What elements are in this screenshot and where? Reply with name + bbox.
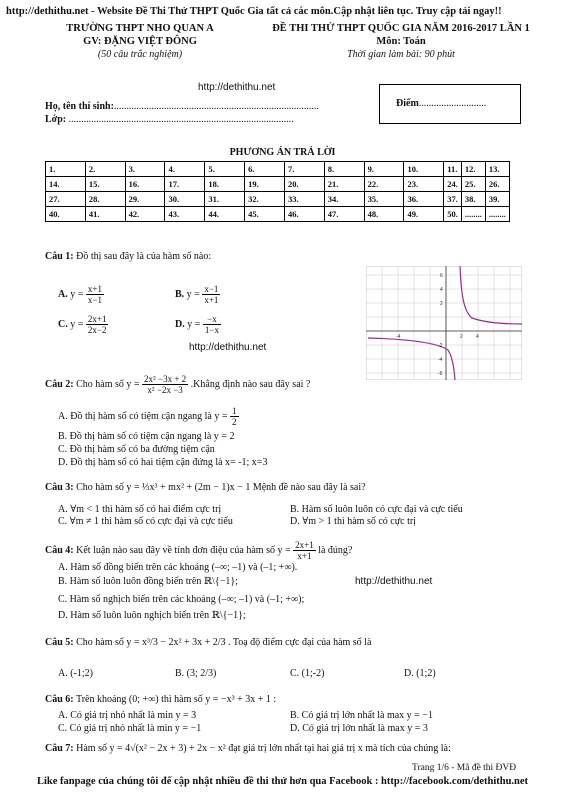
q7-text: Hàm số y = 4√(x² − 2x + 3) + 2x − x² đạt giá trị lớn nhất tại hai giá trị x mà tích của chúng là:: [76, 743, 451, 754]
q3-text: Cho hàm số y = ⅓x³ + mx² + (2m − 1)x − 1 Mệnh đề nào sau đây là sai?: [76, 482, 366, 493]
tick-y-neg4: -4: [438, 357, 443, 363]
numerator: 2x+1: [295, 540, 314, 550]
denominator: 2: [232, 417, 237, 427]
answer-cell[interactable]: 37.: [444, 192, 462, 207]
q4-option-a[interactable]: A. Hàm số đồng biến trên các khoảng (–∞; –1) và (–1; +∞).: [58, 562, 298, 573]
student-name-label: Họ, tên thí sinh:: [45, 101, 114, 112]
q2-stem: [45, 374, 310, 395]
denominator: 1−x: [204, 325, 219, 335]
answer-cell[interactable]: 22.: [364, 177, 404, 192]
fraction: [203, 314, 221, 335]
score-row: [396, 98, 486, 110]
answer-cell[interactable]: 32.: [245, 192, 285, 207]
denominator: x+1: [204, 295, 219, 305]
answer-row: [46, 207, 510, 222]
q4-post: là đúng?: [318, 544, 353, 556]
answer-cell[interactable]: 23.: [404, 177, 444, 192]
answer-cell[interactable]: 50.: [444, 207, 462, 222]
class-field[interactable]: ..........................................................................................: [68, 114, 294, 125]
q5-option-d[interactable]: D. (1;2): [404, 668, 436, 679]
answer-cell[interactable]: 7.: [284, 162, 324, 177]
answer-cell[interactable]: 43.: [165, 207, 205, 222]
numerator: x−1: [204, 284, 219, 294]
answer-cell[interactable]: 25.: [461, 177, 485, 192]
denominator: x² −2x −3: [147, 385, 183, 395]
answer-cell[interactable]: ........: [461, 207, 485, 222]
q6-label: Câu 6:: [45, 694, 74, 705]
q7-label: Câu 7:: [45, 743, 74, 754]
answer-cell[interactable]: 44.: [205, 207, 245, 222]
fraction: [230, 406, 239, 427]
answer-cell[interactable]: 33.: [284, 192, 324, 207]
answer-cell[interactable]: 21.: [324, 177, 364, 192]
class-row: [45, 114, 294, 126]
q2-option-d[interactable]: D. Đồ thị hàm số có hai tiệm cận đứng là x= -1; x=3: [58, 457, 268, 468]
q4-option-d[interactable]: D. Hàm số luôn luôn nghịch biến trên ℝ\{−1};: [58, 610, 246, 621]
q6-option-c[interactable]: C. Có giá trị nhỏ nhất là min y = −1: [58, 723, 202, 734]
q1-option-a[interactable]: [58, 284, 104, 305]
answer-cell[interactable]: 3.: [125, 162, 165, 177]
q6-text: Trên khoảng (0; +∞) thì hàm số y = −x³ + 3x + 1 :: [75, 694, 277, 705]
answer-cell[interactable]: 11.: [444, 162, 462, 177]
q2-option-b[interactable]: B. Đồ thị hàm số có tiệm cận ngang là y = 2: [58, 431, 235, 442]
top-banner: http://dethithu.net - Website Đề Thi Thử THPT Quốc Gia tất cả các môn.Cập nhật liên tục. Truy cập tải ngay!!: [6, 6, 502, 17]
page-number: Trang 1/6 - Mã đề thi ĐVĐ: [412, 763, 517, 773]
answer-cell[interactable]: 16.: [125, 177, 165, 192]
class-label: Lớp:: [45, 114, 67, 125]
tick-x-2: 2: [460, 334, 463, 340]
q4-pre: Kết luận nào sau đây về tính đơn điệu của hàm số: [76, 544, 275, 556]
q1-option-d[interactable]: [175, 314, 221, 335]
answer-cell[interactable]: 24.: [444, 177, 462, 192]
q2-option-c[interactable]: C. Đồ thị hàm số có ba đường tiệm cận: [58, 444, 215, 455]
exam-block: [270, 22, 532, 61]
q4-option-b[interactable]: B. Hàm số luôn luôn đồng biến trên ℝ\{−1};: [58, 576, 238, 587]
answer-cell[interactable]: 17.: [165, 177, 205, 192]
answer-cell[interactable]: 49.: [404, 207, 444, 222]
score-field[interactable]: ...........................: [418, 98, 487, 109]
q3-option-b[interactable]: B. Hàm số luôn luôn có cực đại và cực tiểu: [290, 504, 463, 515]
watermark-url-q4: http://dethithu.net: [355, 576, 433, 587]
answer-cell[interactable]: 30.: [165, 192, 205, 207]
option-key: B.: [175, 288, 185, 300]
tick-y-neg2: -2: [438, 343, 443, 349]
option-pre: y =: [186, 288, 200, 300]
q3-stem: [45, 482, 366, 494]
q1-stem: [45, 251, 211, 263]
option-key: D.: [175, 318, 185, 330]
tick-x-neg4: -4: [396, 334, 401, 340]
answer-row: [46, 177, 510, 192]
fraction: [86, 314, 109, 335]
answer-cell[interactable]: 14.: [46, 177, 86, 192]
numerator: −x: [203, 314, 221, 325]
numerator: 1: [232, 406, 237, 416]
answer-cell[interactable]: 39.: [485, 192, 509, 207]
q4-stem: [45, 540, 352, 561]
answer-cell[interactable]: 29.: [125, 192, 165, 207]
q2-pre: Cho hàm số: [76, 378, 124, 390]
answer-cell[interactable]: 6.: [245, 162, 285, 177]
numerator: 2x² −3x + 2: [144, 374, 187, 384]
q2-label: Câu 2:: [45, 378, 74, 390]
numerator: 2x+1: [87, 314, 107, 324]
q1-option-c[interactable]: [58, 314, 108, 335]
answer-cell[interactable]: 8.: [324, 162, 364, 177]
q2-option-a[interactable]: [58, 406, 239, 427]
q3-option-c[interactable]: C. ∀m ≠ 1 thì hàm số có cực đại và cực tiểu: [58, 516, 233, 527]
q5-option-a[interactable]: A. (-1;2): [58, 668, 93, 679]
denominator: x+1: [297, 551, 312, 561]
q1-text: Đồ thị sau đây là của hàm số nào:: [76, 251, 212, 262]
denominator: 2x−2: [87, 325, 107, 335]
answer-cell[interactable]: 34.: [324, 192, 364, 207]
option-key: A.: [58, 288, 68, 300]
q3-option-d[interactable]: D. ∀m > 1 thì hàm số có cực trị: [290, 516, 416, 527]
subject: Môn: Toán: [376, 36, 426, 47]
tick-y-neg6: -6: [438, 371, 443, 377]
fraction: [86, 284, 104, 305]
tick-y-2: 2: [440, 301, 443, 307]
answer-cell[interactable]: 42.: [125, 207, 165, 222]
exam-time: Thời gian làm bài: 90 phút: [347, 49, 455, 60]
tick-y-4: 4: [440, 287, 443, 293]
answer-cell[interactable]: 1.: [46, 162, 86, 177]
teacher-name: GV: ĐẶNG VIỆT ĐÔNG: [83, 36, 197, 47]
answer-cell[interactable]: 28.: [85, 192, 125, 207]
answer-cell[interactable]: 15.: [85, 177, 125, 192]
answer-cell[interactable]: 10.: [404, 162, 444, 177]
answer-cell[interactable]: 41.: [85, 207, 125, 222]
answer-cell[interactable]: 40.: [46, 207, 86, 222]
q4-y-eq: y =: [277, 544, 291, 556]
q6-option-b[interactable]: B. Có giá trị lớn nhất là max y = −1: [290, 710, 433, 721]
option-y-eq: y =: [214, 410, 228, 422]
q5-stem: [45, 637, 371, 649]
exam-title: ĐỀ THI THỬ THPT QUỐC GIA NĂM 2016-2017 LẦN 1: [272, 23, 530, 34]
fraction: [202, 284, 220, 305]
q5-option-c[interactable]: C. (1;-2): [290, 668, 325, 679]
denominator: x−1: [87, 295, 102, 305]
answer-sheet-title: PHƯƠNG ÁN TRẢ LỜI: [229, 147, 336, 158]
q3-option-a[interactable]: A. ∀m < 1 thì hàm số có hai điểm cực trị: [58, 504, 222, 515]
numerator: x+1: [87, 284, 102, 294]
answer-cell[interactable]: 31.: [205, 192, 245, 207]
answer-cell[interactable]: 20.: [284, 177, 324, 192]
q1-label: Câu 1:: [45, 251, 74, 262]
q5-option-b[interactable]: B. (3; 2/3): [175, 668, 217, 679]
answer-cell[interactable]: 48.: [364, 207, 404, 222]
answer-cell[interactable]: ........: [485, 207, 509, 222]
fanpage-footer: Like fanpage của chúng tôi để cập nhật nhiều đề thi thử hơn qua Facebook : http://facebook.com/dethithu.net: [36, 776, 529, 787]
tick-y-6: 6: [440, 273, 443, 279]
answer-cell[interactable]: 19.: [245, 177, 285, 192]
answer-cell[interactable]: 12.: [461, 162, 485, 177]
option-pre: y =: [70, 288, 84, 300]
option-text: A. Đồ thị hàm số có tiệm cận ngang là: [58, 410, 212, 422]
q7-stem: [45, 743, 451, 755]
tick-x-4: 4: [476, 334, 479, 340]
watermark-url-top: http://dethithu.net: [198, 82, 276, 93]
q6-stem: [45, 694, 276, 706]
answer-cell[interactable]: 35.: [364, 192, 404, 207]
q4-label: Câu 4:: [45, 544, 74, 556]
answer-cell[interactable]: 47.: [324, 207, 364, 222]
q4-function: [293, 540, 316, 561]
q5-text: Cho hàm số y = x³/3 − 2x² + 3x + 2/3 . Toạ độ điểm cực đại của hàm số là: [76, 637, 372, 648]
answer-cell[interactable]: 45.: [245, 207, 285, 222]
school-block: [40, 22, 240, 61]
q5-label: Câu 5:: [45, 637, 74, 648]
answer-sheet-table: [45, 161, 510, 222]
answer-cell[interactable]: 38.: [461, 192, 485, 207]
answer-cell[interactable]: 27.: [46, 192, 86, 207]
student-name-row: [45, 101, 319, 113]
student-name-field[interactable]: ..................................................................................: [113, 101, 319, 112]
q2-post: .Khẳng định nào sau đây sai ?: [190, 378, 311, 390]
answer-cell[interactable]: 4.: [165, 162, 205, 177]
q1-graph: [366, 266, 522, 380]
answer-cell[interactable]: 9.: [364, 162, 404, 177]
answer-cell[interactable]: 5.: [205, 162, 245, 177]
q2-y-eq: y =: [126, 378, 140, 390]
score-label: Điểm: [396, 98, 419, 109]
answer-cell[interactable]: 18.: [205, 177, 245, 192]
num-questions: (50 câu trắc nghiệm): [97, 49, 183, 60]
option-pre: y =: [187, 318, 201, 330]
answer-cell[interactable]: 13.: [485, 162, 509, 177]
q6-option-a[interactable]: A. Có giá trị nhỏ nhất là min y = 3: [58, 710, 197, 721]
q1-option-b[interactable]: [175, 284, 220, 305]
school-name: TRƯỜNG THPT NHO QUAN A: [66, 23, 214, 34]
answer-cell[interactable]: 46.: [284, 207, 324, 222]
q4-option-c[interactable]: C. Hàm số nghịch biến trên các khoảng (–∞; –1) và (–1; +∞);: [58, 594, 305, 605]
answer-cell[interactable]: 2.: [85, 162, 125, 177]
answer-row: [46, 162, 510, 177]
q6-option-d[interactable]: D. Có giá trị lớn nhất là max y = 3: [290, 723, 428, 734]
q2-function: [142, 374, 188, 395]
answer-cell[interactable]: 26.: [485, 177, 509, 192]
option-pre: y =: [70, 318, 84, 330]
watermark-url-q1: http://dethithu.net: [189, 342, 267, 353]
score-box: [379, 84, 521, 124]
answer-cell[interactable]: 36.: [404, 192, 444, 207]
answer-row: [46, 192, 510, 207]
option-key: C.: [58, 318, 68, 330]
q3-label: Câu 3:: [45, 482, 74, 493]
